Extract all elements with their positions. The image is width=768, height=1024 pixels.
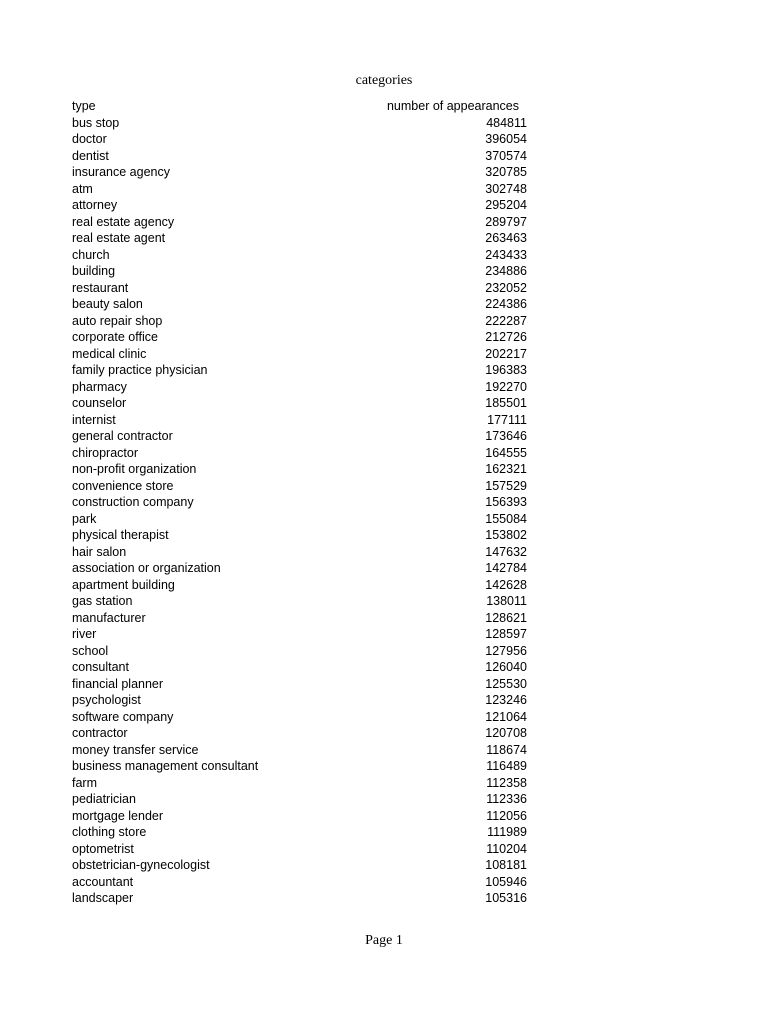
table-row bbox=[72, 296, 527, 313]
type-cell: clothing store bbox=[72, 825, 147, 839]
type-cell: obstetrician-gynecologist bbox=[72, 858, 210, 872]
table-row bbox=[72, 115, 527, 132]
type-cell: money transfer service bbox=[72, 742, 199, 757]
count-cell: 155084 bbox=[485, 511, 527, 526]
table-row bbox=[72, 230, 527, 247]
table-row bbox=[72, 131, 527, 148]
count-cell: 396054 bbox=[485, 132, 527, 146]
table-row bbox=[72, 313, 527, 330]
table-row bbox=[72, 577, 527, 594]
type-cell: real estate agent bbox=[72, 231, 166, 245]
type-cell: corporate office bbox=[72, 330, 158, 344]
type-cell: real estate agency bbox=[72, 214, 175, 229]
table-row bbox=[72, 841, 527, 858]
type-cell: insurance agency bbox=[72, 165, 170, 179]
type-cell: restaurant bbox=[72, 280, 129, 295]
count-cell: 289797 bbox=[485, 214, 527, 229]
table-row bbox=[72, 181, 527, 198]
categories-table bbox=[72, 98, 527, 907]
count-cell: 484811 bbox=[486, 115, 527, 130]
table-row bbox=[72, 329, 527, 346]
type-cell: general contractor bbox=[72, 429, 173, 443]
table-row bbox=[72, 280, 527, 297]
type-cell: river bbox=[72, 627, 97, 641]
type-cell: psychologist bbox=[72, 693, 141, 707]
table-row bbox=[72, 346, 527, 363]
table-row bbox=[72, 791, 527, 808]
type-cell: bus stop bbox=[72, 115, 120, 130]
type-cell: dentist bbox=[72, 148, 109, 163]
count-cell: 128597 bbox=[485, 627, 527, 641]
table-row bbox=[72, 263, 527, 280]
type-cell: accountant bbox=[72, 874, 134, 889]
count-cell: 162321 bbox=[485, 462, 527, 476]
page-number: Page 1 bbox=[365, 933, 403, 948]
table-row bbox=[72, 164, 527, 181]
table-row bbox=[72, 610, 527, 627]
table-row bbox=[72, 775, 527, 792]
type-cell: business management consultant bbox=[72, 759, 259, 773]
type-cell: software company bbox=[72, 709, 174, 724]
table-row bbox=[72, 676, 527, 693]
table-row bbox=[72, 362, 527, 379]
table-row bbox=[72, 692, 527, 709]
type-cell: attorney bbox=[72, 198, 118, 212]
type-cell: apartment building bbox=[72, 577, 175, 592]
count-cell: 177111 bbox=[487, 412, 527, 427]
table-row bbox=[72, 511, 527, 528]
count-cell: 196383 bbox=[485, 363, 527, 377]
type-cell: farm bbox=[72, 775, 97, 790]
type-cell: counselor bbox=[72, 396, 127, 410]
table-row bbox=[72, 560, 527, 577]
count-cell: 212726 bbox=[485, 330, 527, 344]
type-cell: auto repair shop bbox=[72, 313, 163, 328]
type-cell: internist bbox=[72, 412, 116, 427]
table-header-row bbox=[72, 98, 527, 115]
count-cell: 110204 bbox=[486, 841, 527, 856]
type-cell: atm bbox=[72, 181, 93, 196]
table-row bbox=[72, 412, 527, 429]
count-cell: 222287 bbox=[485, 313, 527, 328]
count-cell: 108181 bbox=[485, 858, 527, 872]
count-cell: 128621 bbox=[485, 610, 527, 625]
table-row bbox=[72, 544, 527, 561]
count-cell: 142628 bbox=[485, 577, 527, 592]
type-cell: mortgage lender bbox=[72, 808, 164, 823]
table-row bbox=[72, 874, 527, 891]
type-cell: school bbox=[72, 643, 109, 658]
type-cell: beauty salon bbox=[72, 297, 143, 311]
count-cell: 138011 bbox=[486, 594, 527, 608]
table-row bbox=[72, 725, 527, 742]
count-cell: 185501 bbox=[485, 396, 527, 410]
table-row bbox=[72, 395, 527, 412]
table-row bbox=[72, 379, 527, 396]
count-cell: 125530 bbox=[485, 676, 527, 691]
type-cell: park bbox=[72, 511, 97, 526]
type-cell: consultant bbox=[72, 660, 129, 674]
table-row bbox=[72, 857, 527, 874]
count-cell: 112336 bbox=[486, 792, 527, 806]
count-cell: 232052 bbox=[485, 280, 527, 295]
count-cell: 116489 bbox=[486, 759, 527, 773]
count-cell: 192270 bbox=[485, 379, 527, 394]
column-header-count: number of appearances bbox=[386, 99, 519, 113]
table-row bbox=[72, 643, 527, 660]
type-cell: family practice physician bbox=[72, 363, 208, 377]
type-cell: gas station bbox=[72, 594, 133, 608]
count-cell: 105946 bbox=[485, 874, 527, 889]
count-cell: 224386 bbox=[485, 297, 527, 311]
table-row bbox=[72, 197, 527, 214]
table-row bbox=[72, 626, 527, 643]
column-header-type: type bbox=[72, 99, 96, 113]
count-cell: 164555 bbox=[485, 445, 527, 460]
count-cell: 243433 bbox=[485, 247, 527, 262]
type-cell: physical therapist bbox=[72, 528, 169, 542]
table-row bbox=[72, 445, 527, 462]
page-title: categories bbox=[355, 73, 413, 88]
count-cell: 121064 bbox=[485, 709, 527, 724]
count-cell: 153802 bbox=[485, 528, 527, 542]
count-cell: 147632 bbox=[485, 544, 527, 559]
count-cell: 126040 bbox=[485, 660, 527, 674]
type-cell: pediatrician bbox=[72, 792, 136, 806]
table-row bbox=[72, 247, 527, 264]
table-body bbox=[72, 115, 527, 907]
type-cell: financial planner bbox=[72, 676, 164, 691]
count-cell: 105316 bbox=[485, 891, 527, 905]
table-row bbox=[72, 428, 527, 445]
table-row bbox=[72, 659, 527, 676]
count-cell: 202217 bbox=[485, 346, 527, 361]
count-cell: 118674 bbox=[486, 742, 527, 757]
type-cell: contractor bbox=[72, 726, 128, 740]
count-cell: 123246 bbox=[485, 693, 527, 707]
count-cell: 112358 bbox=[486, 775, 527, 790]
count-cell: 127956 bbox=[485, 643, 527, 658]
count-cell: 370574 bbox=[485, 148, 527, 163]
table-row bbox=[72, 478, 527, 495]
type-cell: hair salon bbox=[72, 544, 127, 559]
table-row bbox=[72, 824, 527, 841]
type-cell: manufacturer bbox=[72, 610, 146, 625]
table-row bbox=[72, 214, 527, 231]
table-row bbox=[72, 148, 527, 165]
type-cell: convenience store bbox=[72, 478, 174, 493]
type-cell: building bbox=[72, 264, 116, 278]
table-row bbox=[72, 808, 527, 825]
type-cell: medical clinic bbox=[72, 346, 147, 361]
table-row bbox=[72, 593, 527, 610]
count-cell: 263463 bbox=[485, 231, 527, 245]
count-cell: 156393 bbox=[485, 495, 527, 509]
count-cell: 111989 bbox=[487, 825, 527, 839]
table-row bbox=[72, 461, 527, 478]
table-row bbox=[72, 890, 527, 907]
count-cell: 302748 bbox=[485, 181, 527, 196]
type-cell: landscaper bbox=[72, 891, 134, 905]
count-cell: 120708 bbox=[485, 726, 527, 740]
type-cell: church bbox=[72, 247, 110, 262]
type-cell: construction company bbox=[72, 495, 194, 509]
count-cell: 320785 bbox=[485, 165, 527, 179]
table-row bbox=[72, 709, 527, 726]
count-cell: 142784 bbox=[485, 561, 527, 575]
table-row bbox=[72, 527, 527, 544]
count-cell: 112056 bbox=[486, 808, 527, 823]
count-cell: 295204 bbox=[485, 198, 527, 212]
type-cell: non-profit organization bbox=[72, 462, 197, 476]
count-cell: 157529 bbox=[485, 478, 527, 493]
type-cell: pharmacy bbox=[72, 379, 127, 394]
count-cell: 173646 bbox=[485, 429, 527, 443]
type-cell: chiropractor bbox=[72, 445, 138, 460]
table-row bbox=[72, 494, 527, 511]
type-cell: optometrist bbox=[72, 841, 134, 856]
type-cell: doctor bbox=[72, 132, 107, 146]
table-row bbox=[72, 742, 527, 759]
count-cell: 234886 bbox=[485, 264, 527, 278]
table-row bbox=[72, 758, 527, 775]
type-cell: association or organization bbox=[72, 561, 221, 575]
